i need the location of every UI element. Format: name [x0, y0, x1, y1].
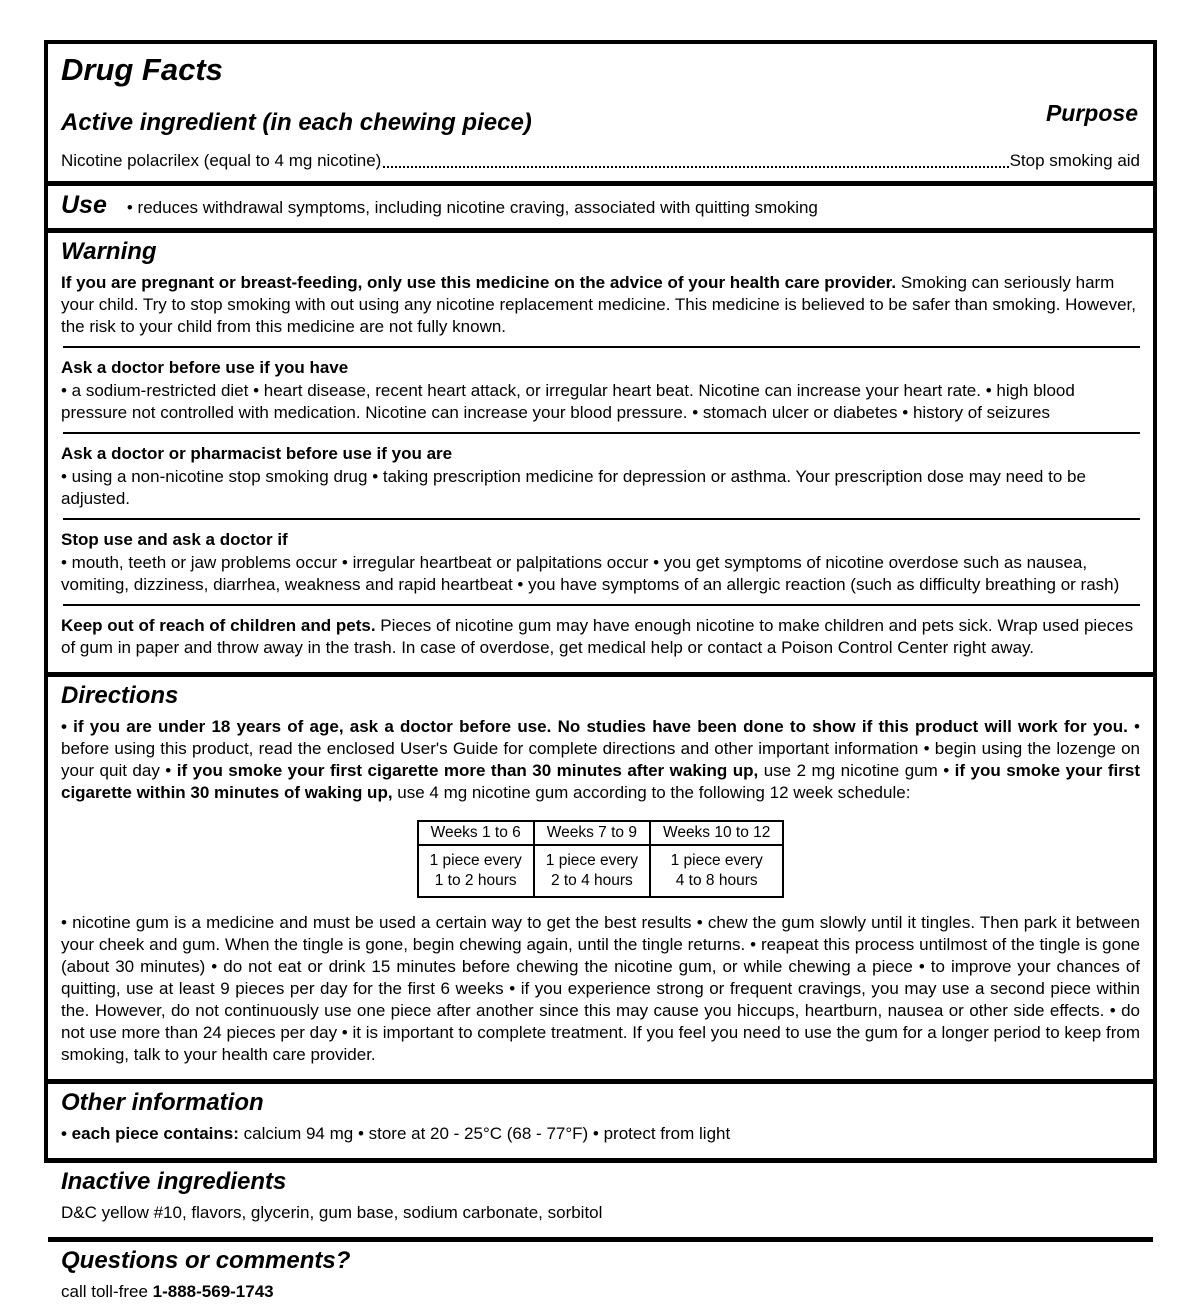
table-cell-weeks-1-6 — [418, 845, 534, 897]
use-section — [61, 186, 1140, 228]
ask-doctor-text: • a sodium-restricted diet • heart disease, recent heart attack, or irregular heart beat. Nicotine can increase your heart rate. • high blood pressure not controlled with medication. Nicotine can increase your blood pressure. • stomach ulcer or diabetes • history of seizures — [61, 381, 1075, 422]
table-header-weeks-1-6: Weeks 1 to 6 — [418, 821, 534, 845]
drug-facts-label — [44, 40, 1157, 1301]
active-ingredient-heading: Active ingredient (in each chewing piece) — [61, 109, 532, 136]
directions-intro-bold-2: if you smoke your first cigarette more than 30 minutes after waking up, — [176, 761, 759, 780]
table-cell-weeks-7-9 — [534, 845, 650, 897]
ask-doctor-heading: Ask a doctor before use if you have — [61, 358, 349, 377]
hairline-divider — [63, 604, 1140, 606]
other-information-text — [61, 1123, 1140, 1145]
dose-line-2: 4 to 8 hours — [675, 872, 758, 889]
directions-intro-text-2: use 2 mg nicotine gum • — [758, 761, 955, 780]
use-text: • reduces withdrawal symptoms, including nicotine craving, associated with quitting smoking — [126, 198, 818, 217]
other-information-rest: calcium 94 mg • store at 20 - 25°C (68 - 77°F) • protect from light — [238, 1124, 731, 1143]
keep-out-of-reach — [61, 615, 1140, 659]
directions-intro-bold-1: • if you are under 18 years of age, ask a doctor before use. No studies have been done to show if this product will work for you. — [61, 717, 1128, 736]
directions-heading: Directions — [61, 682, 179, 709]
directions-intro — [61, 716, 1140, 804]
table-cell-weeks-10-12 — [650, 845, 783, 897]
other-information-bold: • each piece contains: — [61, 1124, 239, 1143]
active-ingredient-header-row — [61, 100, 1140, 143]
dose-line-1: 1 piece every — [670, 852, 763, 869]
dose-line-1: 1 piece every — [545, 852, 638, 869]
questions-heading: Questions or comments? — [61, 1247, 351, 1274]
use-heading: Use — [61, 191, 107, 219]
purpose-value: Stop smoking aid — [1009, 151, 1140, 170]
hairline-divider — [63, 346, 1140, 348]
inactive-ingredients-text: D&C yellow #10, flavors, glycerin, gum base, sodium carbonate, sorbitol — [61, 1203, 603, 1222]
stop-use-heading: Stop use and ask a doctor if — [61, 530, 288, 549]
toll-free-number: 1-888-569-1743 — [152, 1282, 274, 1301]
dose-line-1: 1 piece every — [429, 852, 522, 869]
stop-use-text: • mouth, teeth or jaw problems occur • irregular heartbeat or palpitations occur • you get symptoms of nicotine overdose such as nausea, vomiting, dizziness, diarrhea, weakness and rapid heartbeat • you have symptoms of an allergic reaction (such as difficulty breathing or rash) — [61, 553, 1120, 594]
directions-section — [61, 677, 1140, 1079]
purpose-heading: Purpose — [1045, 100, 1138, 126]
ask-doctor-pharmacist-heading: Ask a doctor or pharmacist before use if you are — [61, 444, 453, 463]
toll-free-line — [61, 1281, 1140, 1303]
warning-section — [61, 233, 1140, 672]
warning-heading: Warning — [61, 238, 157, 265]
inactive-ingredients-section — [61, 1163, 1140, 1237]
table-row — [418, 845, 784, 897]
directions-usage-text: • nicotine gum is a medicine and must be used a certain way to get the best results • chew the gum slowly until it tingles. Then park it between your cheek and gum. When the tingle is gone, begin chewing again, until the tingle returns. • reapeat this process untilmost of the tingle is gone (about 30 minutes) • do not eat or drink 15 minutes before chewing the nicotine gum, or while chewing a piece • to improve your chances of quitting, use at least 9 pieces per day for the first 6 weeks • if you experience strong or frequent cravings, you may use a second piece within the. However, do not continuously use one piece after another since this may cause you hiccups, heartburn, nausea or other side effects. • do not use more than 24 pieces per day • it is important to complete treatment. If you feel you need to use the gum for a longer period to keep from smoking, talk to your health care provider. — [61, 913, 1140, 1064]
directions-intro-bold-3: if you smoke your first cigarette within 30 minutes of waking up, — [61, 761, 1140, 802]
dosing-schedule-table — [417, 820, 785, 898]
directions-intro-text-1: • before using this product, read the enclosed User's Guide for complete directions and other important information • begin using the lozenge on your quit day • — [61, 717, 1140, 780]
directions-intro-text-3: use 4 mg nicotine gum according to the following 12 week schedule: — [392, 783, 911, 802]
keep-out-of-reach-text: Pieces of nicotine gum may have enough nicotine to make children and pets sick. Wrap used pieces of gum in paper and throw away in the trash. In case of overdose, get medical help or contact a Poison Control Center right away. — [61, 616, 1134, 657]
dose-line-2: 1 to 2 hours — [434, 872, 517, 889]
other-information-section — [61, 1084, 1140, 1158]
dotted-leader — [383, 166, 1008, 168]
page-title: Drug Facts — [61, 52, 223, 87]
questions-section — [61, 1242, 1140, 1316]
table-header-row — [418, 821, 784, 845]
table-header-weeks-7-9: Weeks 7 to 9 — [534, 821, 650, 845]
active-ingredient-row — [61, 151, 1140, 171]
dose-line-2: 2 to 4 hours — [550, 872, 633, 889]
ask-doctor-pharmacist-text: • using a non-nicotine stop smoking drug • taking prescription medicine for depression or asthma. Your prescription dose may need to be adjusted. — [61, 467, 1086, 508]
toll-free-label: call toll-free — [61, 1282, 153, 1301]
pregnancy-warning — [61, 272, 1140, 338]
pregnancy-warning-bold: If you are pregnant or breast-feeding, only use this medicine on the advice of your health care provider. — [61, 273, 897, 292]
table-header-weeks-10-12: Weeks 10 to 12 — [650, 821, 783, 845]
pregnancy-warning-text: Smoking can seriously harm your child. Try to stop smoking with out using any nicotine replacement medicine. This medicine is believed to be safer than smoking. However, the risk to your child from this medicine are not fully known. — [61, 273, 1137, 336]
active-ingredient-name: Nicotine polacrilex (equal to 4 mg nicotine) — [61, 151, 382, 170]
hairline-divider — [63, 518, 1140, 520]
other-information-heading: Other information — [61, 1089, 264, 1116]
keep-out-of-reach-bold: Keep out of reach of children and pets. — [61, 616, 376, 635]
hairline-divider — [63, 432, 1140, 434]
inactive-ingredients-heading: Inactive ingredients — [61, 1168, 287, 1195]
